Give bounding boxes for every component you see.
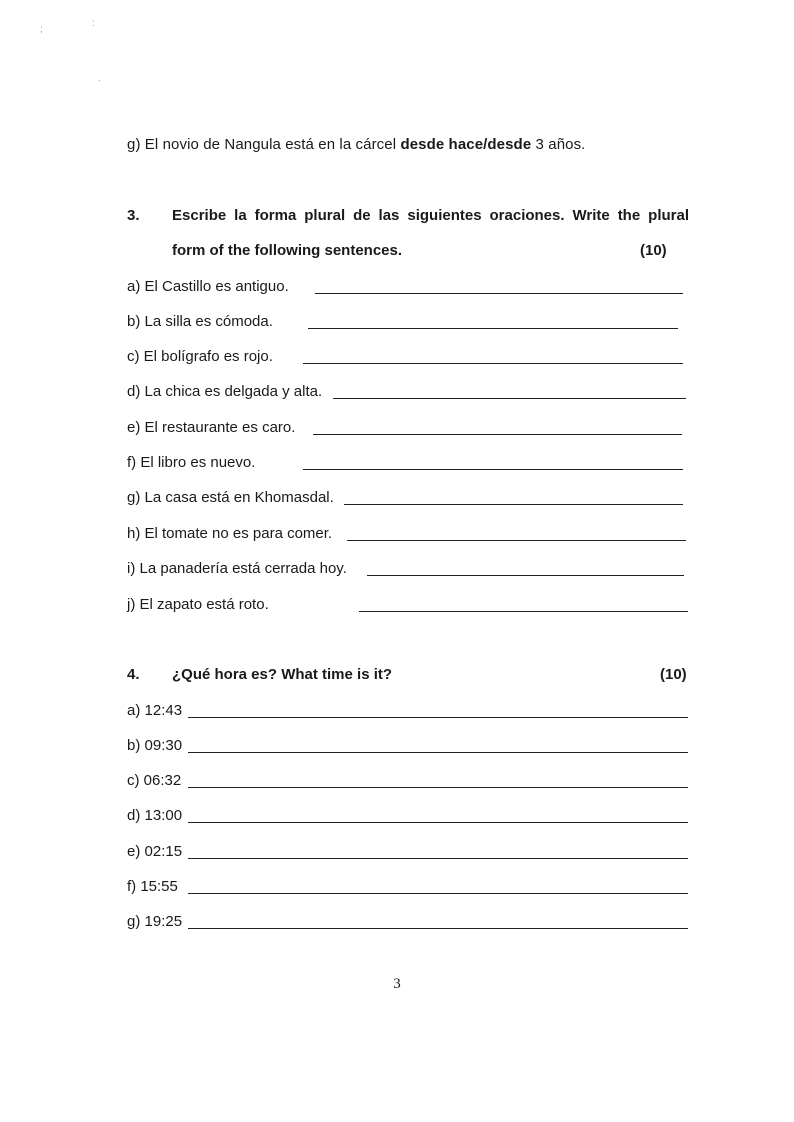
q3-item-text: d) La chica es delgada y alta. — [127, 383, 323, 400]
answer-line[interactable] — [188, 717, 688, 718]
q3-item-text: a) El Castillo es antiguo. — [127, 278, 289, 295]
answer-line[interactable] — [347, 540, 686, 541]
q4-item-text: g) 19:25 — [127, 913, 183, 930]
page-number: 3 — [393, 976, 401, 992]
q2g-prefix: g) El novio de Nangula está en la cárcel — [127, 136, 401, 153]
q3-item-text: b) La silla es cómoda. — [127, 313, 273, 330]
question-3-heading-line1: Escribe la forma plural de las siguientes oraciones. Write the plural — [172, 207, 689, 224]
q4-item-text: c) 06:32 — [127, 772, 182, 789]
answer-line[interactable] — [188, 787, 688, 788]
q3-item-text: c) El bolígrafo es rojo. — [127, 348, 273, 365]
answer-line[interactable] — [188, 858, 688, 859]
q3-item-text: g) La casa está en Khomasdal. — [127, 489, 334, 506]
q4-item-text: b) 09:30 — [127, 737, 183, 754]
answer-line[interactable] — [359, 611, 688, 612]
q3-item-text: j) El zapato está roto. — [127, 596, 269, 613]
q2g-suffix: 3 años. — [531, 136, 586, 153]
question-3-number: 3. — [127, 207, 140, 224]
answer-line[interactable] — [188, 822, 688, 823]
q2g-bold-answer: desde hace/desde — [400, 136, 532, 153]
question-3-marks: (10) — [640, 242, 667, 259]
answer-line[interactable] — [313, 434, 682, 435]
q3-item-text: e) El restaurante es caro. — [127, 419, 296, 436]
answer-line[interactable] — [303, 469, 683, 470]
q4-item-text: a) 12:43 — [127, 702, 183, 719]
question-4-marks: (10) — [660, 666, 687, 683]
answer-line[interactable] — [188, 928, 688, 929]
answer-line[interactable] — [303, 363, 683, 364]
answer-line[interactable] — [344, 504, 683, 505]
q4-item-text: d) 13:00 — [127, 807, 183, 824]
q3-item-text: f) El libro es nuevo. — [127, 454, 256, 471]
q3-item-text: h) El tomate no es para comer. — [127, 525, 333, 542]
answer-line[interactable] — [188, 893, 688, 894]
q4-item-text: f) 15:55 — [127, 878, 178, 895]
q4-item-text: e) 02:15 — [127, 843, 183, 860]
question-4-title: ¿Qué hora es? What time is it? — [172, 666, 393, 683]
q3-item-text: i) La panadería está cerrada hoy. — [127, 560, 347, 577]
question-2g-line — [127, 136, 585, 153]
answer-line[interactable] — [367, 575, 684, 576]
answer-line[interactable] — [315, 293, 683, 294]
question-3-heading-line2: form of the following sentences. — [172, 242, 403, 259]
question-4-number: 4. — [127, 666, 140, 683]
answer-line[interactable] — [333, 398, 686, 399]
answer-line[interactable] — [308, 328, 678, 329]
answer-line[interactable] — [188, 752, 688, 753]
